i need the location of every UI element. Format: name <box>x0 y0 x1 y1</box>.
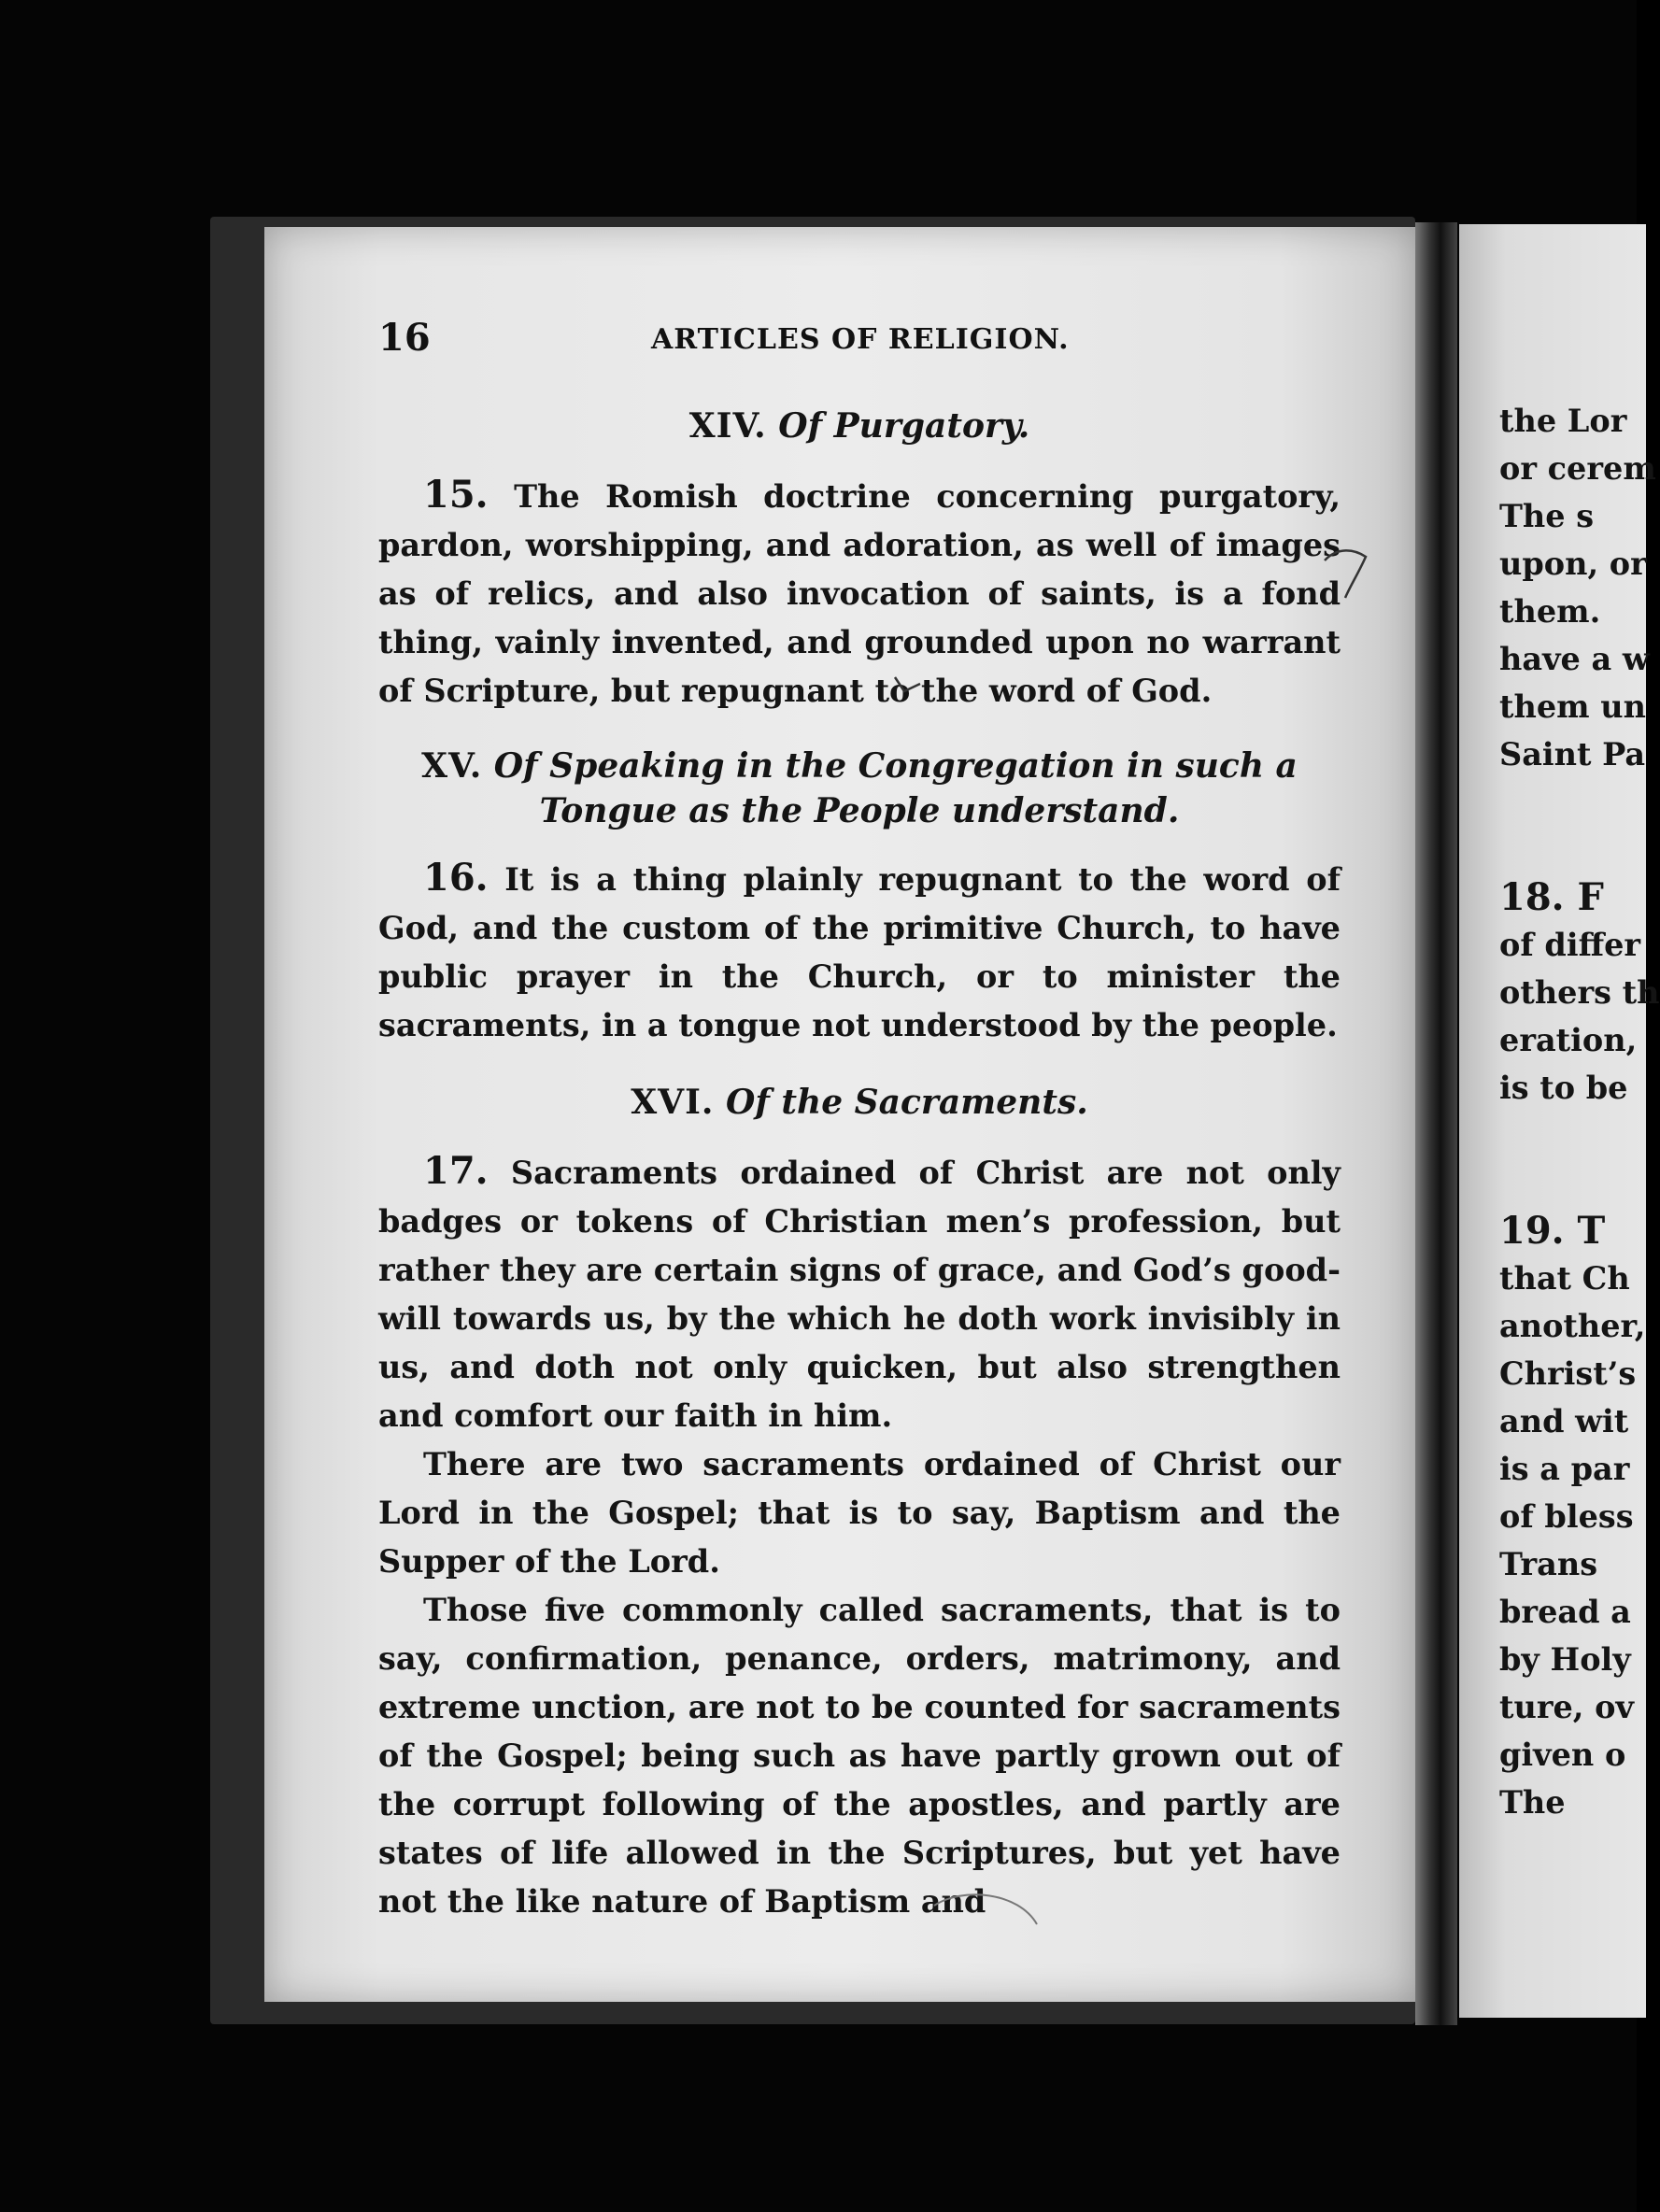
facing-line: upon, or <box>1499 546 1647 582</box>
page-number: 16 <box>378 316 431 360</box>
facing-line: them un <box>1499 688 1646 725</box>
facing-line: of differ <box>1499 927 1641 963</box>
article-number: 17. <box>423 1149 489 1193</box>
article-17-paragraph-3: Those five commonly called sacraments, that is to say, confirmation, penance, orders, matrimony, and extreme unction, are not to be counted for sacraments of the Gospel; being such as have partly grown out of the corrupt following of the apostles, and partly are states of life allowed in the Scriptures, but yet have not the like nature of Baptism and <box>378 1592 1341 1920</box>
facing-line: Christ’s <box>1499 1355 1637 1392</box>
section-heading-xiv: XIV. Of Purgatory. <box>688 406 1030 446</box>
facing-line: is a par <box>1499 1451 1630 1487</box>
facing-line: eration, <box>1499 1022 1638 1058</box>
facing-line: 18. F <box>1499 875 1604 919</box>
facing-line: the Lor <box>1499 403 1627 439</box>
facing-line: 19. T <box>1499 1209 1606 1253</box>
facing-line: Saint Pa <box>1499 736 1646 773</box>
facing-line: and wit <box>1499 1403 1629 1439</box>
facing-line: ture, ov <box>1499 1689 1634 1725</box>
section-heading-xv: XV. Of Speaking in the Congregation in such a Tongue as the People understand. <box>421 746 1298 830</box>
facing-line: of bless <box>1499 1498 1634 1535</box>
article-number: 15. <box>423 473 489 517</box>
facing-line: Trans <box>1499 1546 1598 1582</box>
article-text: The Romish doctrine concerning purgatory, pardon, worshipping, and adoration, as well of images as of relics, and also invocation of saints, is a fond thing, vainly invented, and grounded upon no warrant of Scripture, but repugnant to the word of God. <box>378 478 1341 709</box>
facing-line: or cerem <box>1499 450 1656 487</box>
facing-line: that Ch <box>1499 1260 1630 1297</box>
facing-line: by Holy <box>1499 1641 1631 1678</box>
facing-line: is to be <box>1499 1070 1628 1106</box>
facing-line: bread a <box>1499 1594 1631 1630</box>
facing-line: them. <box>1499 593 1601 630</box>
running-title: ARTICLES OF RELIGION. <box>651 323 1070 356</box>
article-number: 16. <box>423 856 489 900</box>
facing-line: another, <box>1499 1308 1646 1344</box>
facing-line: others th <box>1499 974 1660 1011</box>
article-17-paragraph-2: There are two sacraments ordained of Christ our Lord in the Gospel; that is to say, Baptism and the Supper of the Lord. <box>378 1446 1341 1580</box>
article-text: Sacraments ordained of Christ are not only badges or tokens of Christian men’s profession, but rather they are certain signs of grace, and God’s good-will towards us, by the which he doth work invisibly in us, and doth not only quicken, but also strengthen and comfort our faith in him. <box>378 1155 1341 1434</box>
facing-line: given o <box>1499 1737 1626 1773</box>
facing-line: have a w <box>1499 641 1650 677</box>
facing-line: The s <box>1499 498 1595 534</box>
article-text: It is a thing plainly repugnant to the word of God, and the custom of the primitive Church, to have public prayer in the Church, or to minister the sacraments, in a tongue not understood by the people. <box>378 861 1341 1043</box>
section-heading-xvi: XVI. Of the Sacraments. <box>631 1083 1088 1122</box>
facing-line: The <box>1499 1784 1566 1821</box>
